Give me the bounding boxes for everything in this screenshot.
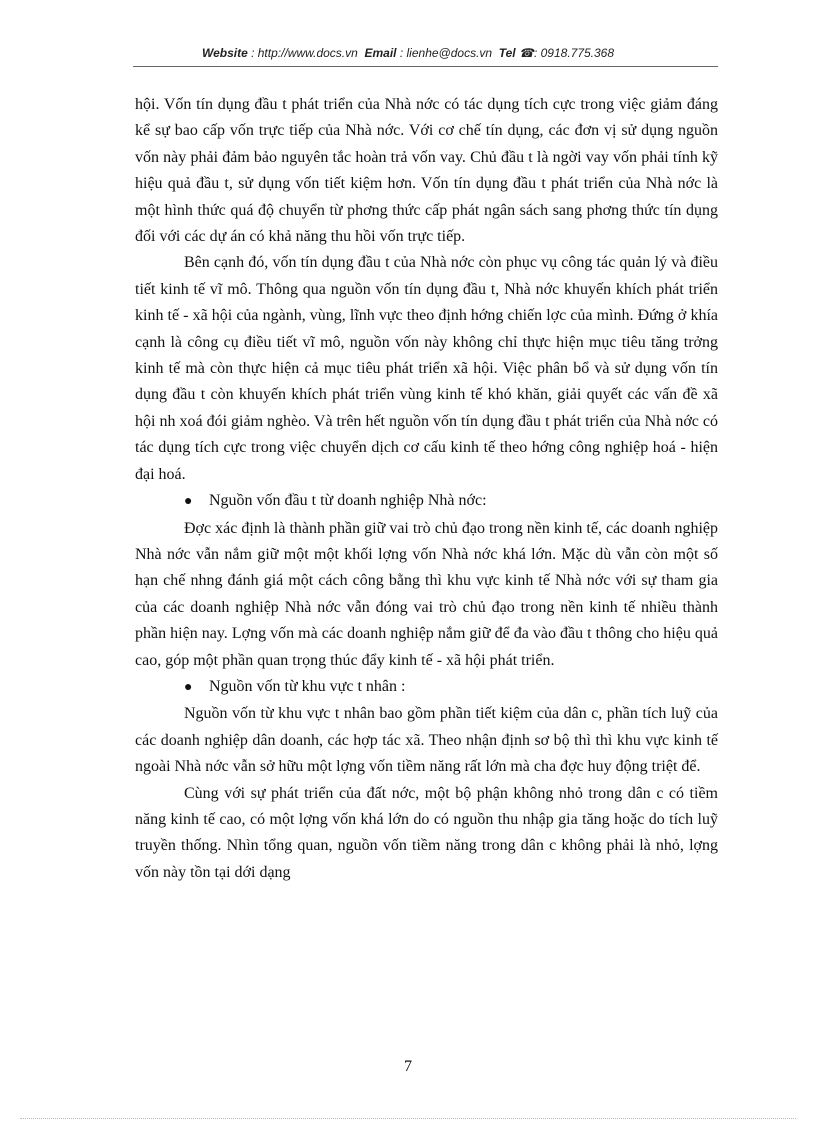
page-number: 7: [404, 1058, 412, 1075]
paragraph: Bên cạnh đó, vốn tín dụng đầu t của Nhà nớc còn phục vụ công tác quản lý và điều tiết kinh tế vĩ mô. Thông qua nguồn vốn tín dụng đầu t, Nhà nớc khuyến khích phát triển kinh tế - xã hội của ngành, vùng, lĩnh vực theo định hớng chiến lợc của mình. Đứng ở khía cạnh là công cụ điều tiết vĩ mô, nguồn vốn này không chỉ thực hiện mục tiêu tăng trởng kinh tế mà còn thực hiện cả mục tiêu phát triển xã hội. Việc phân bổ và sử dụng vốn tín dụng đầu t còn khuyến khích phát triển vùng kinh tế khó khăn, giải quyết các vấn đề xã hội nh xoá đói giảm nghèo. Và trên hết nguồn vốn tín dụng đầu t phát triển của Nhà nớc có tác dụng tích cực trong việc chuyển dịch cơ cấu kinh tế theo hớng công nghiệp hoá - hiện đại hoá.: [135, 254, 718, 483]
bullet-icon: ●: [184, 494, 193, 510]
page-bottom-divider: [20, 1118, 796, 1119]
email-value: : lienhe@docs.vn: [399, 46, 493, 60]
page-header: [0, 46, 816, 60]
bullet-item: [135, 488, 718, 515]
paragraph: Nguồn vốn từ khu vực t nhân bao gồm phần tiết kiệm của dân c, phần tích luỹ của các doanh nghiệp dân doanh, các hợp tác xã. Theo nhận định sơ bộ thì thì khu vực kinh tế ngoài Nhà nớc vẫn sở hữu một lợng vốn tiềm năng rất lớn mà cha đợc huy động triệt để.: [135, 705, 718, 776]
tel-value: : 0918.775.368: [533, 46, 615, 60]
paragraph: Đợc xác định là thành phần giữ vai trò chủ đạo trong nền kinh tế, các doanh nghiệp Nhà nớc vẫn nắm giữ một một khối lợng vốn Nhà nớc khá lớn. Mặc dù vẫn còn một số hạn chế nhng đánh giá một cách công bằng thì khu vực kinh tế Nhà nớc với sự tham gia của các doanh nghiệp Nhà nớc vẫn đóng vai trò chủ đạo trong nền kinh tế nhiều thành phần hiện nay. Lợng vốn mà các doanh nghiệp nắm giữ để đa vào đầu t thông cho hiệu quả cao, góp một phần quan trọng thúc đẩy kinh tế - xã hội phát triển.: [135, 519, 718, 669]
website-value: : http://www.docs.vn: [251, 46, 358, 60]
email-label: Email: [364, 46, 397, 60]
bullet-icon: ●: [184, 679, 193, 695]
paragraph: hội. Vốn tín dụng đầu t phát triển của Nhà nớc có tác dụng tích cực trong việc giảm đáng kể sự bao cấp vốn trực tiếp của Nhà nớc. Với cơ chế tín dụng, các đơn vị sử dụng nguồn vốn này phải đảm bảo nguyên tắc hoàn trả vốn vay. Chủ đầu t là ngời vay vốn phải tính kỹ hiệu quả đầu t, sử dụng vốn tiết kiệm hơn. Vốn tín dụng đầu t phát triển của Nhà nớc là một hình thức quá độ chuyển từ phơng thức cấp phát ngân sách sang phơng thức tín dụng đối với các dự án có khả năng thu hồi vốn trực tiếp.: [135, 96, 718, 246]
website-label: Website: [201, 46, 248, 60]
document-body: [135, 92, 718, 886]
phone-icon: ☎: [519, 46, 534, 60]
bullet-item: [135, 674, 718, 701]
header-divider: [133, 66, 718, 67]
bullet-text: Nguồn vốn từ khu vực t nhân :: [209, 677, 406, 695]
tel-label: Tel: [498, 46, 516, 60]
paragraph: Cùng với sự phát triển của đất nớc, một bộ phận không nhỏ trong dân c có tiềm năng kinh tế cao, có một lợng vốn khá lớn do có nguồn thu nhập gia tăng hoặc do tích luỹ truyền thống. Nhìn tổng quan, nguồn vốn tiềm năng trong dân c không phải là nhỏ, lợng vốn này tồn tại dới dạng: [135, 784, 718, 881]
bullet-text: Nguồn vốn đầu t từ doanh nghiệp Nhà nớc:: [209, 492, 487, 510]
